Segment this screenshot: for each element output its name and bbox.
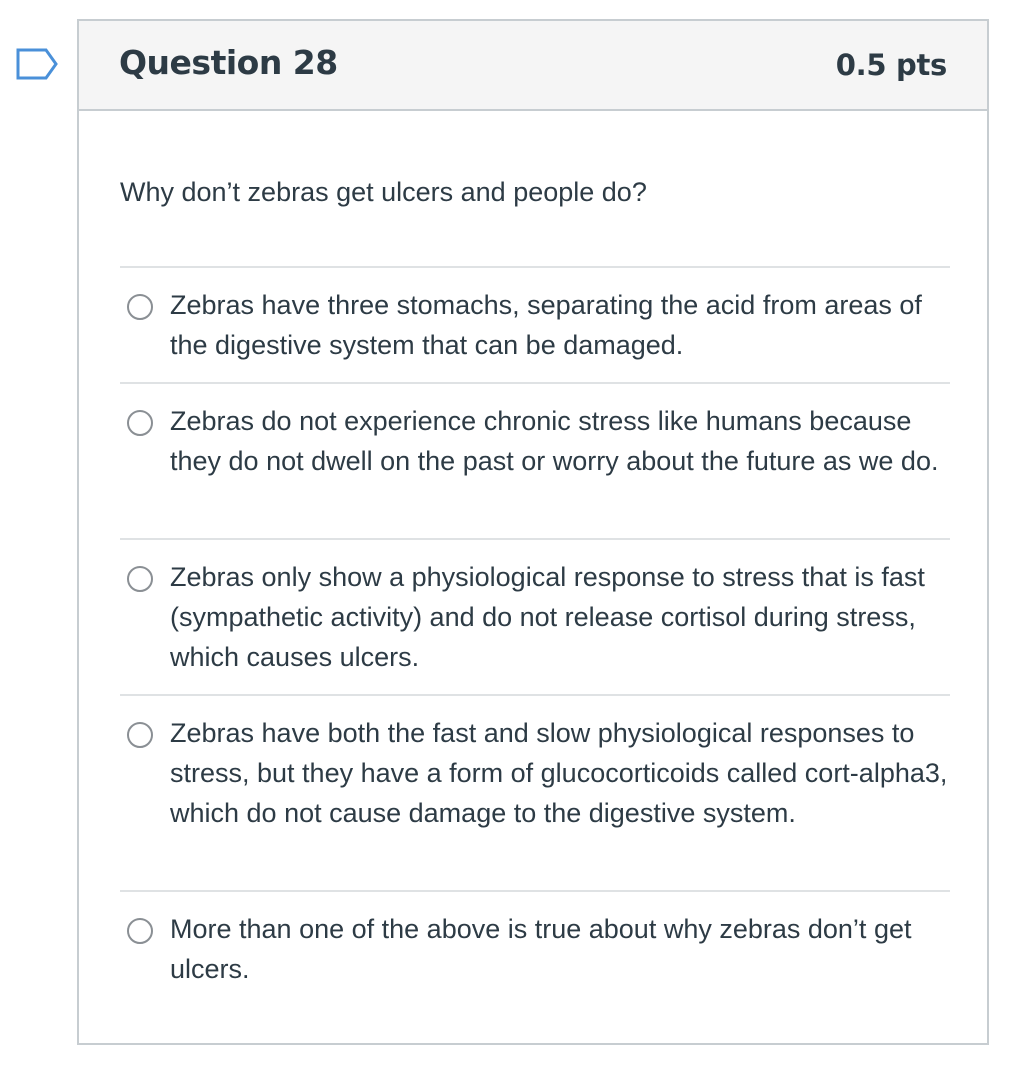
answer-option[interactable] xyxy=(120,382,950,538)
radio-unselected-icon[interactable] xyxy=(127,918,153,944)
radio-unselected-icon[interactable] xyxy=(127,566,153,592)
question-text: Why don’t zebras get ulcers and people do? xyxy=(120,177,647,207)
answer-option[interactable] xyxy=(120,890,950,1006)
question-header xyxy=(79,21,987,111)
radio-unselected-icon[interactable] xyxy=(127,294,153,320)
answer-label[interactable]: More than one of the above is true about why zebras don’t get ulcers. xyxy=(170,914,912,984)
radio-unselected-icon[interactable] xyxy=(127,410,153,436)
bookmark-flag-icon[interactable] xyxy=(16,48,58,80)
answer-label[interactable]: Zebras do not experience chronic stress like humans because they do not dwell on the past or worry about the future as we do. xyxy=(170,406,939,476)
question-title: Question 28 xyxy=(119,43,338,82)
answer-label[interactable]: Zebras have three stomachs, separating the acid from areas of the digestive system that can be damaged. xyxy=(170,290,922,360)
answer-list xyxy=(120,266,950,1006)
answer-option[interactable] xyxy=(120,266,950,382)
answer-option[interactable] xyxy=(120,538,950,694)
question-points: 0.5 pts xyxy=(835,48,947,82)
question-card xyxy=(77,19,989,1045)
radio-unselected-icon[interactable] xyxy=(127,722,153,748)
answer-label[interactable]: Zebras have both the fast and slow physiological responses to stress, but they have a form of glucocorticoids called cort-alpha3, which do not cause damage to the digestive system. xyxy=(170,718,948,828)
answer-option[interactable] xyxy=(120,694,950,890)
answer-label[interactable]: Zebras only show a physiological response to stress that is fast (sympathetic activity) and do not release cortisol during stress, which causes ulcers. xyxy=(170,562,925,672)
